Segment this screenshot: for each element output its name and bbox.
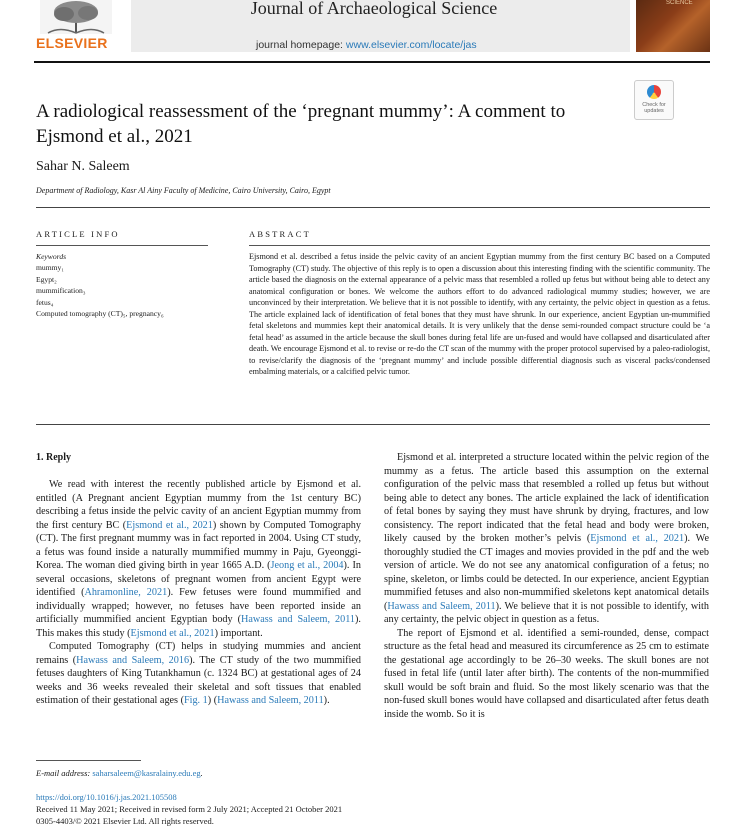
keyword-item: mummification₃ <box>36 286 86 296</box>
keyword-item: Egypt₂ <box>36 274 57 284</box>
article-info-rule <box>36 245 208 246</box>
check-for-updates-button[interactable] <box>634 80 674 120</box>
article-info-heading: ARTICLE INFO <box>36 229 120 239</box>
keywords-label: Keywords <box>36 252 67 261</box>
paragraph-text: ). Few fetuses were found mummified and individually wrapped; however, no fetuses have been reported inside an artificially mummified ancient Egyptian body ( <box>36 587 361 625</box>
paragraph-text: We read with interest the recently published article by Ejsmond et al. entitled (A Pregnant ancient Egyptian mummy from the 1st century BC) describing a fetus inside the pelvic cavity of an ancient Egyptian mummy from the first century BC ( <box>36 479 361 531</box>
abstract-text: Ejsmond et al. described a fetus inside the pelvic cavity of an ancient Egyptian mummy from the first century BC based on a Computed Tomography (CT) study. The objective of this reply is to open a discussion about this interesting finding with the scientific community. The article based the diagnosis on the external appearance of a pelvic mass that resembled a rolled up fetus but without being able to detect any anatomical configuration or bones. We welcome the authors effort to do advanced radiological mummy studies; however, we are unconvinced by their interpretation. We believe that it is not possible to identify, with any certainty, the pelvic object in question as a fetus. The article explained lack of identification of fetal bones that they must have shrunk. In our experience, ancient Egyptian un-mummified fetal skeletons and mummies kept their anatomical details. It is very unlikely that the dense semi-rounded compact structure could be ‘a fetal head’ as assumed in the article because the skull bones during fetal life are un-fused and would have collapsed and disarticulated after death. We encourage Ejsmond et al. to revise or re-do the CT scan of the mummy with the proper protocol supervised by a paleo-radiologist, to revise/clarify the diagnosis of the ‘pregnant mummy’ and include possible differential diagnosis such as visceral packs/condensed embalming materials, or a calcified pelvic tumor. <box>249 252 710 377</box>
citation-link[interactable]: Hawass and Saleem, 2011 <box>217 695 324 706</box>
body-paragraph <box>384 627 709 722</box>
keyword-item: mummy₁ <box>36 263 64 273</box>
body-column-left <box>36 478 361 708</box>
header-divider <box>34 61 710 63</box>
paragraph-text: ) important. <box>214 627 263 639</box>
paragraph-text: Ejsmond et al. interpreted a structure located within the pelvic region of the mummy as a fetus. The article based this assumption on the external configuration of the pelvic mass that resembled a rolled up fetus but without being able to detect any bones. The article explained the lack of identification of fetal bones by saying they must have shrunk by drying, fractures, and low consistency. The report indicated that the fetal head and body were broken, likely caused by the broken mother’s pelvis ( <box>384 452 709 544</box>
journal-title: Journal of Archaeological Science <box>250 0 498 18</box>
keyword-item: fetus₄ <box>36 297 54 307</box>
journal-homepage <box>256 39 477 51</box>
keywords-block <box>36 251 164 319</box>
paragraph-text: ). We believe that it is not possible to identify, with any certainty, the pelvic object in question as a fetus. <box>384 600 709 625</box>
section-heading-reply: 1. Reply <box>36 452 71 463</box>
check-updates-label: Check for updates <box>642 102 666 114</box>
paragraph-text: ). This makes this study ( <box>36 614 361 639</box>
author-email-footnote <box>36 768 203 778</box>
body-column-right <box>384 451 709 721</box>
homepage-link[interactable]: www.elsevier.com/locate/jas <box>345 39 477 51</box>
article-title: A radiological reassessment of the ‘pregnant mummy’: A comment to Ejsmond et al., 2021 <box>36 101 566 147</box>
paragraph-text: Computed Tomography (CT) helps in studying mummies and ancient remains ( <box>36 641 361 666</box>
publisher-logo-text: ELSEVIER <box>36 35 108 51</box>
citation-link[interactable]: Fig. 1 <box>183 695 208 706</box>
title-divider <box>36 207 710 208</box>
citation-link[interactable]: Hawass and Saleem, 2011 <box>387 600 496 612</box>
journal-cover-thumbnail <box>636 0 710 52</box>
body-paragraph <box>36 478 361 640</box>
citation-link[interactable]: Jeong et al., 2004 <box>270 560 344 571</box>
footnote-rule <box>36 760 141 761</box>
citation-link[interactable]: Ejsmond et al., 2021 <box>126 519 213 531</box>
article-author: Sahar N. Saleem <box>36 159 130 174</box>
abstract-divider <box>36 424 710 425</box>
abstract-rule <box>249 245 710 246</box>
cover-text: SCIENCE <box>666 0 693 6</box>
paragraph-text: ). We thoroughly studied the CT images and movies provided in the pdf and the web version of article. We do not see any anatomical configuration of a fetus; no spine, skeleton, or limbs could be detected. In our experience, ancient Egyptian mummified fetuses and also non-mummified skeletons kept anatomical details ( <box>384 533 709 612</box>
doi-link[interactable]: https://doi.org/10.1016/j.jas.2021.105508 <box>36 792 177 802</box>
received-dates: Received 11 May 2021; Received in revised form 2 July 2021; Accepted 21 October 2021 <box>36 804 343 814</box>
author-affiliation: Department of Radiology, Kasr Al Ainy Faculty of Medicine, Cairo University, Cairo, Egypt <box>36 186 331 195</box>
citation-link[interactable]: Ejsmond et al., 2021 <box>130 627 215 639</box>
paragraph-text: ). <box>323 695 330 706</box>
citation-link[interactable]: Ejsmond et al., 2021 <box>590 533 685 544</box>
body-paragraph <box>36 640 361 708</box>
email-end: . <box>200 768 203 778</box>
citation-link[interactable]: Hawass and Saleem, 2011 <box>241 614 356 625</box>
body-paragraph <box>384 451 709 627</box>
keywords-list <box>36 262 164 319</box>
homepage-label: journal homepage: <box>256 39 343 51</box>
paragraph-text: ). The CT study of the two mummified fetuses daughters of King Tutankhamun (c. 1324 BC) at gestational ages of 24 weeks and 36 weeks revealed their skeletal and soft tissues that enabled estimation of their gestational ages ( <box>36 654 361 706</box>
elsevier-tree-logo-icon <box>40 0 112 34</box>
check-updates-icon <box>647 85 661 99</box>
email-label: E-mail address: <box>36 768 91 778</box>
paragraph-text: The report of Ejsmond et al. identified a semi-rounded, dense, compact structure as the fetal head and measured its circumference as 25 cm to estimate the gestational age accordingly to be 26–30 weeks. The skull bones are not fused in fetal life (until later after birth). The contents of the non-mummified skull would be soft brain and fluid. So the most likely scenario was that the non-fused skull bones would have collapsed and disarticulated after fetus death inside the womb. So it is <box>384 627 709 720</box>
citation-link[interactable]: Ahramonline, 2021 <box>84 587 168 598</box>
paragraph-text: ) ( <box>207 695 218 706</box>
citation-link[interactable]: Hawass and Saleem, 2016 <box>76 654 190 666</box>
email-link[interactable]: saharsaleem@kasralainy.edu.eg <box>92 768 201 778</box>
keyword-item: Computed tomography (CT)₅, pregnancy₆ <box>36 309 164 319</box>
copyright-line: 0305-4403/© 2021 Elsevier Ltd. All rights reserved. <box>36 816 214 826</box>
abstract-heading: ABSTRACT <box>249 229 311 239</box>
paragraph-text: ). In several occasions, skeletons of pregnant women from ancient Egypt were identified ( <box>36 560 361 598</box>
paragraph-text: ) shown by Computed Tomography (CT). The first pregnant mummy was in fact reported in 2004. Using CT study, a fetus was found inside a naturally mummified mummy in Paju, Gyeonggi-Korea. The woman died giving birth in year 1665 A.D. ( <box>36 519 361 571</box>
